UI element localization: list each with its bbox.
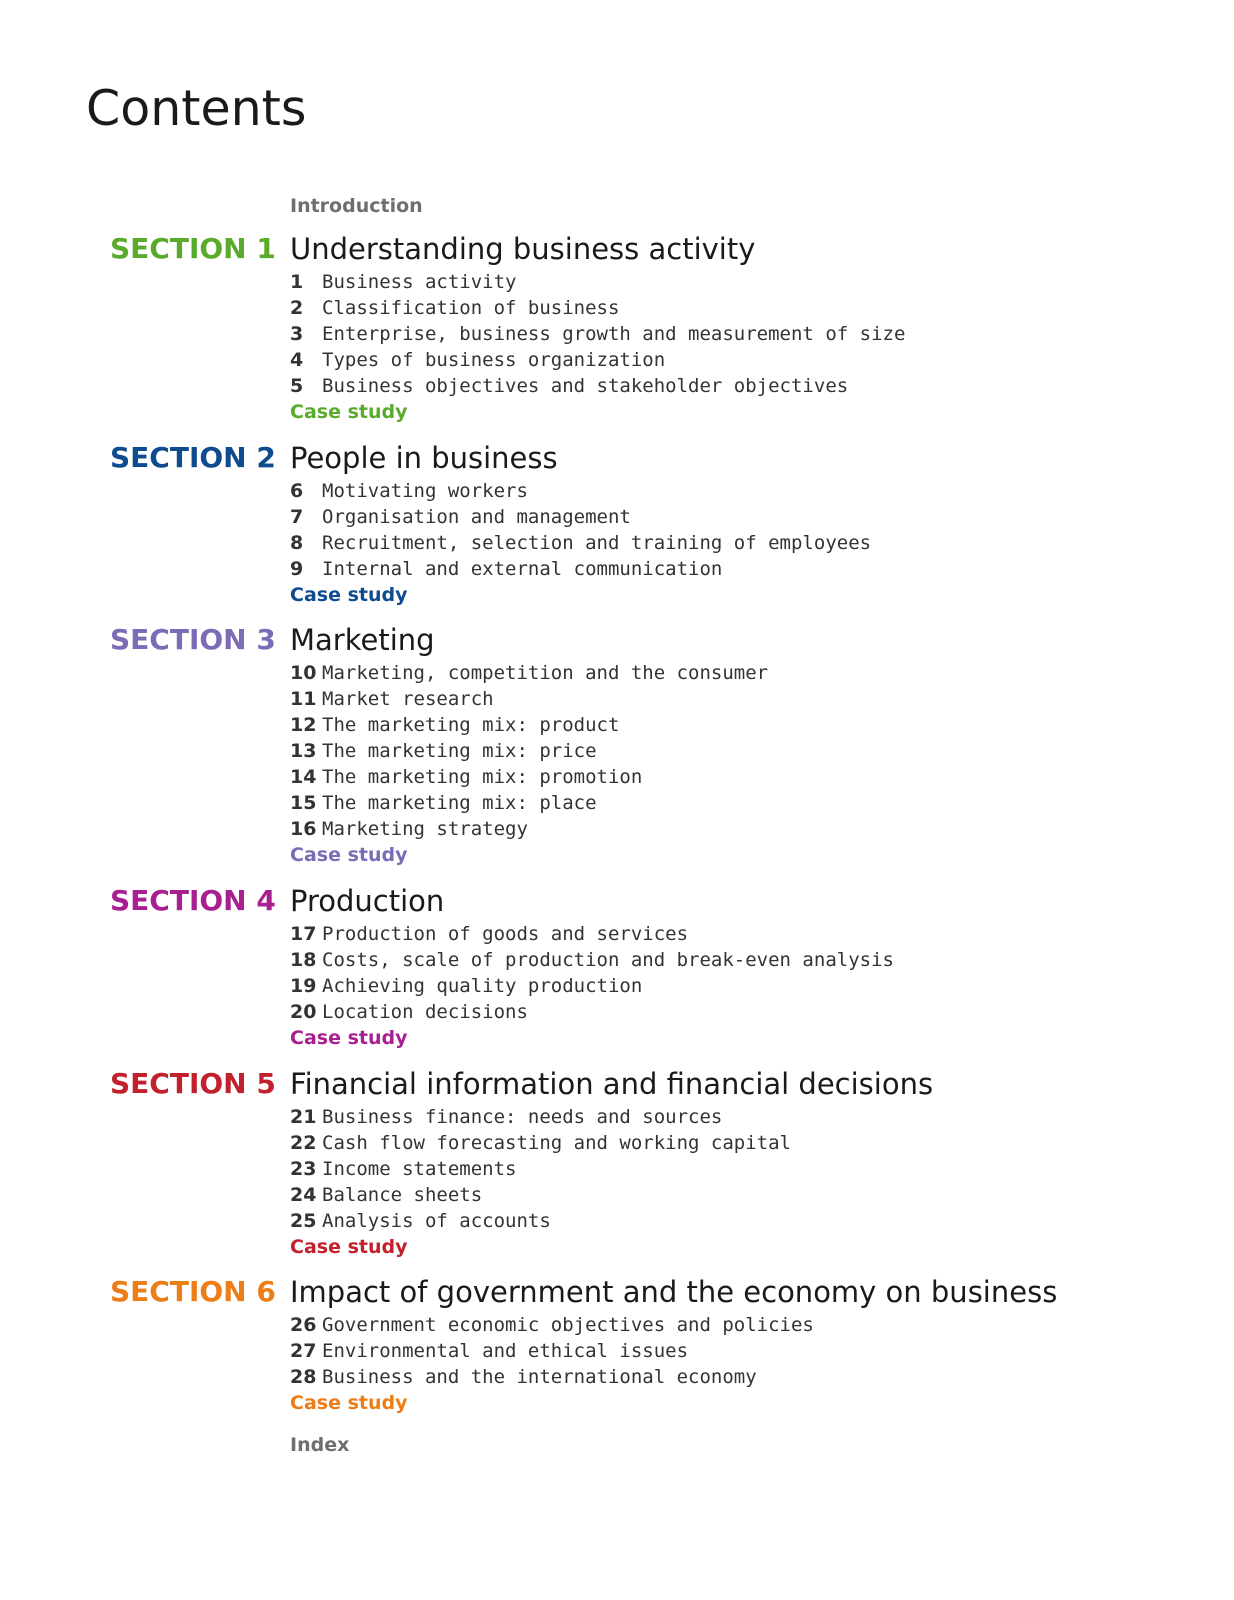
chapter-item[interactable] <box>290 478 871 504</box>
chapter-title: Balance sheets <box>322 1184 483 1206</box>
chapter-title: Marketing strategy <box>322 818 528 840</box>
chapter-list <box>290 1312 814 1416</box>
chapter-item[interactable] <box>290 999 894 1025</box>
chapter-number: 2 <box>290 297 304 319</box>
chapter-number: 10 <box>290 662 317 684</box>
chapter-item[interactable] <box>290 921 894 947</box>
chapter-item[interactable] <box>290 1312 814 1338</box>
chapter-number: 20 <box>290 1001 317 1023</box>
chapter-item[interactable] <box>290 1364 814 1390</box>
chapter-title: The marketing mix: place <box>322 792 597 814</box>
section-label: SECTION 5 <box>110 1067 276 1100</box>
chapter-item[interactable] <box>290 295 905 321</box>
chapter-number: 3 <box>290 323 304 345</box>
chapter-number: 7 <box>290 506 304 528</box>
chapter-list <box>290 1104 791 1260</box>
chapter-title: The marketing mix: price <box>322 740 597 762</box>
chapter-title: Internal and external communication <box>322 558 723 580</box>
chapter-title: Business and the international economy <box>322 1366 757 1388</box>
section-label: SECTION 6 <box>110 1275 276 1308</box>
chapter-item[interactable] <box>290 686 768 712</box>
chapter-item[interactable] <box>290 973 894 999</box>
chapter-number: 25 <box>290 1210 317 1232</box>
case-study-link[interactable]: Case study <box>290 584 408 606</box>
case-study-link[interactable]: Case study <box>290 1236 408 1258</box>
chapter-item[interactable] <box>290 660 768 686</box>
chapter-title: Environmental and ethical issues <box>322 1340 689 1362</box>
chapter-title: The marketing mix: product <box>322 714 620 736</box>
chapter-number: 1 <box>290 271 304 293</box>
chapter-title: Motivating workers <box>322 480 528 502</box>
chapter-title: Organisation and management <box>322 506 631 528</box>
chapter-title: Business objectives and stakeholder objectives <box>322 375 849 397</box>
chapter-list <box>290 921 894 1051</box>
chapter-number: 15 <box>290 792 317 814</box>
chapter-number: 11 <box>290 688 317 710</box>
chapter-title: Types of business organization <box>322 349 666 371</box>
chapter-item[interactable] <box>290 947 894 973</box>
case-study-link[interactable]: Case study <box>290 401 408 423</box>
index-link[interactable]: Index <box>290 1434 350 1456</box>
chapter-item[interactable] <box>290 321 905 347</box>
chapter-number: 24 <box>290 1184 317 1206</box>
chapter-title: Location decisions <box>322 1001 528 1023</box>
section-label: SECTION 2 <box>110 441 276 474</box>
section-label: SECTION 3 <box>110 623 276 656</box>
case-study-link[interactable]: Case study <box>290 1027 408 1049</box>
chapter-item[interactable] <box>290 556 871 582</box>
chapter-title: Market research <box>322 688 494 710</box>
chapter-list <box>290 269 905 425</box>
chapter-number: 8 <box>290 532 304 554</box>
chapter-list <box>290 660 768 868</box>
chapter-title: Enterprise, business growth and measurement of size <box>322 323 906 345</box>
chapter-item[interactable] <box>290 1156 791 1182</box>
chapter-number: 5 <box>290 375 304 397</box>
chapter-item[interactable] <box>290 373 905 399</box>
chapter-number: 14 <box>290 766 317 788</box>
chapter-item[interactable] <box>290 738 768 764</box>
chapter-title: Business finance: needs and sources <box>322 1106 723 1128</box>
chapter-item[interactable] <box>290 347 905 373</box>
section-label: SECTION 1 <box>110 232 276 265</box>
chapter-title: Cash flow forecasting and working capital <box>322 1132 791 1154</box>
section-title[interactable]: Financial information and financial decisions <box>290 1067 934 1101</box>
chapter-number: 21 <box>290 1106 317 1128</box>
chapter-title: Costs, scale of production and break-even analysis <box>322 949 894 971</box>
chapter-title: Income statements <box>322 1158 517 1180</box>
chapter-number: 6 <box>290 480 304 502</box>
chapter-title: Business activity <box>322 271 517 293</box>
chapter-title: Classification of business <box>322 297 620 319</box>
chapter-item[interactable] <box>290 1208 791 1234</box>
introduction-link[interactable]: Introduction <box>290 195 423 217</box>
chapter-number: 12 <box>290 714 317 736</box>
section-title[interactable]: People in business <box>290 441 558 475</box>
chapter-number: 19 <box>290 975 317 997</box>
page-title: Contents <box>86 80 307 137</box>
chapter-list <box>290 478 871 608</box>
chapter-number: 26 <box>290 1314 317 1336</box>
case-study-link[interactable]: Case study <box>290 1392 408 1414</box>
section-label: SECTION 4 <box>110 884 276 917</box>
chapter-number: 9 <box>290 558 304 580</box>
chapter-number: 16 <box>290 818 317 840</box>
chapter-number: 13 <box>290 740 317 762</box>
chapter-number: 17 <box>290 923 317 945</box>
chapter-number: 18 <box>290 949 317 971</box>
chapter-item[interactable] <box>290 1104 791 1130</box>
chapter-item[interactable] <box>290 712 768 738</box>
chapter-item[interactable] <box>290 530 871 556</box>
chapter-title: Government economic objectives and policies <box>322 1314 814 1336</box>
chapter-title: Marketing, competition and the consumer <box>322 662 769 684</box>
chapter-number: 22 <box>290 1132 317 1154</box>
chapter-item[interactable] <box>290 504 871 530</box>
section-title[interactable]: Impact of government and the economy on business <box>290 1275 1058 1309</box>
chapter-number: 28 <box>290 1366 317 1388</box>
case-study-link[interactable]: Case study <box>290 844 408 866</box>
chapter-title: Recruitment, selection and training of employees <box>322 532 872 554</box>
chapter-title: The marketing mix: promotion <box>322 766 643 788</box>
section-title[interactable]: Understanding business activity <box>290 232 756 266</box>
chapter-title: Achieving quality production <box>322 975 643 997</box>
chapter-item[interactable] <box>290 1338 814 1364</box>
chapter-item[interactable] <box>290 1130 791 1156</box>
chapter-item[interactable] <box>290 790 768 816</box>
chapter-item[interactable] <box>290 1182 791 1208</box>
section-title[interactable]: Production <box>290 884 445 918</box>
chapter-item[interactable] <box>290 816 768 842</box>
chapter-number: 27 <box>290 1340 317 1362</box>
chapter-number: 23 <box>290 1158 317 1180</box>
chapter-item[interactable] <box>290 764 768 790</box>
chapter-item[interactable] <box>290 269 905 295</box>
chapter-number: 4 <box>290 349 304 371</box>
chapter-title: Analysis of accounts <box>322 1210 551 1232</box>
chapter-title: Production of goods and services <box>322 923 689 945</box>
section-title[interactable]: Marketing <box>290 623 435 657</box>
